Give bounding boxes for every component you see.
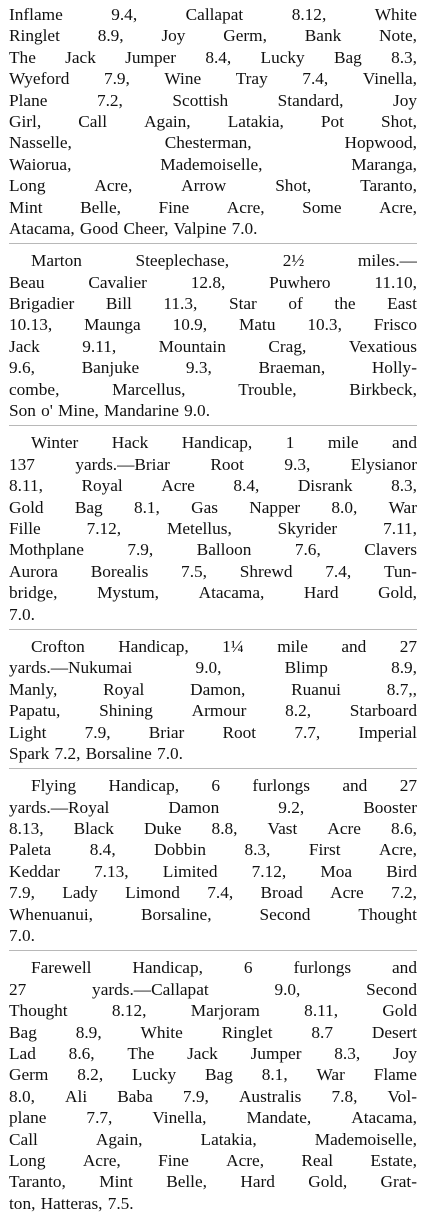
race-paragraph bbox=[9, 957, 417, 1218]
text-line: 8.13, Black Duke 8.8, Vast Acre 8.6, bbox=[9, 819, 417, 839]
text-line: Crofton Handicap, 1¼ mile and 27 bbox=[31, 636, 417, 656]
text-line: Ringlet 8.9, Joy Germ, Bank Note, bbox=[9, 26, 417, 46]
text-line: 7.0. bbox=[9, 604, 35, 624]
text-line: Mothplane 7.9, Balloon 7.6, Clavers bbox=[9, 540, 417, 560]
text-line: Plane 7.2, Scottish Standard, Joy bbox=[9, 90, 417, 110]
text-line: Lad 8.6, The Jack Jumper 8.3, Joy bbox=[9, 1043, 417, 1063]
text-line: Manly, Royal Damon, Ruanui 8.7,, bbox=[9, 679, 417, 699]
text-line: Brigadier Bill 11.3, Star of the East bbox=[9, 294, 417, 314]
text-line: Spark 7.2, Borsaline 7.0. bbox=[9, 743, 183, 763]
text-line: yards.—Nukumai 9.0, Blimp 8.9, bbox=[9, 658, 417, 678]
text-line: Son o' Mine, Mandarine 9.0. bbox=[9, 401, 211, 421]
text-line: 7.9, Lady Limond 7.4, Broad Acre 7.2, bbox=[9, 883, 417, 903]
text-line: Beau Cavalier 12.8, Puwhero 11.10, bbox=[9, 272, 417, 292]
text-line: plane 7.7, Vinella, Mandate, Atacama, bbox=[9, 1108, 417, 1128]
text-line: combe, Marcellus, Trouble, Birkbeck, bbox=[9, 379, 417, 399]
race-paragraph bbox=[9, 4, 417, 244]
text-line: Thought 8.12, Marjoram 8.11, Gold bbox=[9, 1001, 417, 1021]
text-line: Long Acre, Fine Acre, Real Estate, bbox=[9, 1150, 417, 1170]
text-line: 10.13, Maunga 10.9, Matu 10.3, Frisco bbox=[9, 315, 417, 335]
text-line: Atacama, Good Cheer, Valpine 7.0. bbox=[9, 218, 258, 238]
race-paragraph bbox=[9, 250, 417, 426]
text-line: Nasselle, Chesterman, Hopwood, bbox=[9, 133, 417, 153]
text-line: Call Again, Latakia, Mademoiselle, bbox=[9, 1129, 417, 1149]
text-line: Whenuanui, Borsaline, Second Thought bbox=[9, 904, 417, 924]
text-line: Long Acre, Arrow Shot, Taranto, bbox=[9, 176, 417, 196]
text-line: 137 yards.—Briar Root 9.3, Elysianor bbox=[9, 454, 417, 474]
text-line: Wyeford 7.9, Wine Tray 7.4, Vinella, bbox=[9, 69, 417, 89]
text-line: Keddar 7.13, Limited 7.12, Moa Bird bbox=[9, 861, 417, 881]
text-line: Jack 9.11, Mountain Crag, Vexatious bbox=[9, 336, 417, 356]
text-line: Papatu, Shining Armour 8.2, Starboard bbox=[9, 701, 417, 721]
text-line: Gold Bag 8.1, Gas Napper 8.0, War bbox=[9, 497, 417, 517]
race-paragraph bbox=[9, 775, 417, 951]
text-line: Germ 8.2, Lucky Bag 8.1, War Flame bbox=[9, 1065, 417, 1085]
race-paragraph bbox=[9, 636, 417, 769]
text-line: Marton Steeplechase, 2½ miles.— bbox=[31, 251, 417, 271]
text-line: Girl, Call Again, Latakia, Pot Shot, bbox=[9, 111, 417, 131]
text-line: 27 yards.—Callapat 9.0, Second bbox=[9, 979, 417, 999]
text-line: 8.11, Royal Acre 8.4, Disrank 8.3, bbox=[9, 476, 417, 496]
text-line: Taranto, Mint Belle, Hard Gold, Grat- bbox=[9, 1172, 417, 1192]
text-line: Inflame 9.4, Callapat 8.12, White bbox=[9, 5, 417, 24]
text-line: Paleta 8.4, Dobbin 8.3, First Acre, bbox=[9, 840, 417, 860]
text-line: yards.—Royal Damon 9.2, Booster bbox=[9, 797, 417, 817]
text-line: The Jack Jumper 8.4, Lucky Bag 8.3, bbox=[9, 47, 417, 67]
text-line: 7.0. bbox=[9, 926, 35, 946]
text-line: 9.6, Banjuke 9.3, Braeman, Holly- bbox=[9, 358, 417, 378]
race-paragraph bbox=[9, 432, 417, 630]
text-line: Fille 7.12, Metellus, Skyrider 7.11, bbox=[9, 518, 417, 538]
text-line: Winter Hack Handicap, 1 mile and bbox=[31, 433, 417, 453]
text-line: Mint Belle, Fine Acre, Some Acre, bbox=[9, 197, 417, 217]
text-line: Bag 8.9, White Ringlet 8.7 Desert bbox=[9, 1022, 417, 1042]
text-line: bridge, Mystum, Atacama, Hard Gold, bbox=[9, 583, 417, 603]
text-line: Waiorua, Mademoiselle, Maranga, bbox=[9, 154, 417, 174]
text-line: 8.0, Ali Baba 7.9, Australis 7.8, Vol- bbox=[9, 1086, 417, 1106]
text-line: Light 7.9, Briar Root 7.7, Imperial bbox=[9, 722, 417, 742]
text-line: Aurora Borealis 7.5, Shrewd 7.4, Tun- bbox=[9, 561, 417, 581]
text-line: Farewell Handicap, 6 furlongs and bbox=[31, 958, 417, 978]
text-line: Flying Handicap, 6 furlongs and 27 bbox=[31, 776, 417, 796]
text-line: ton, Hatteras, 7.5. bbox=[9, 1193, 134, 1213]
